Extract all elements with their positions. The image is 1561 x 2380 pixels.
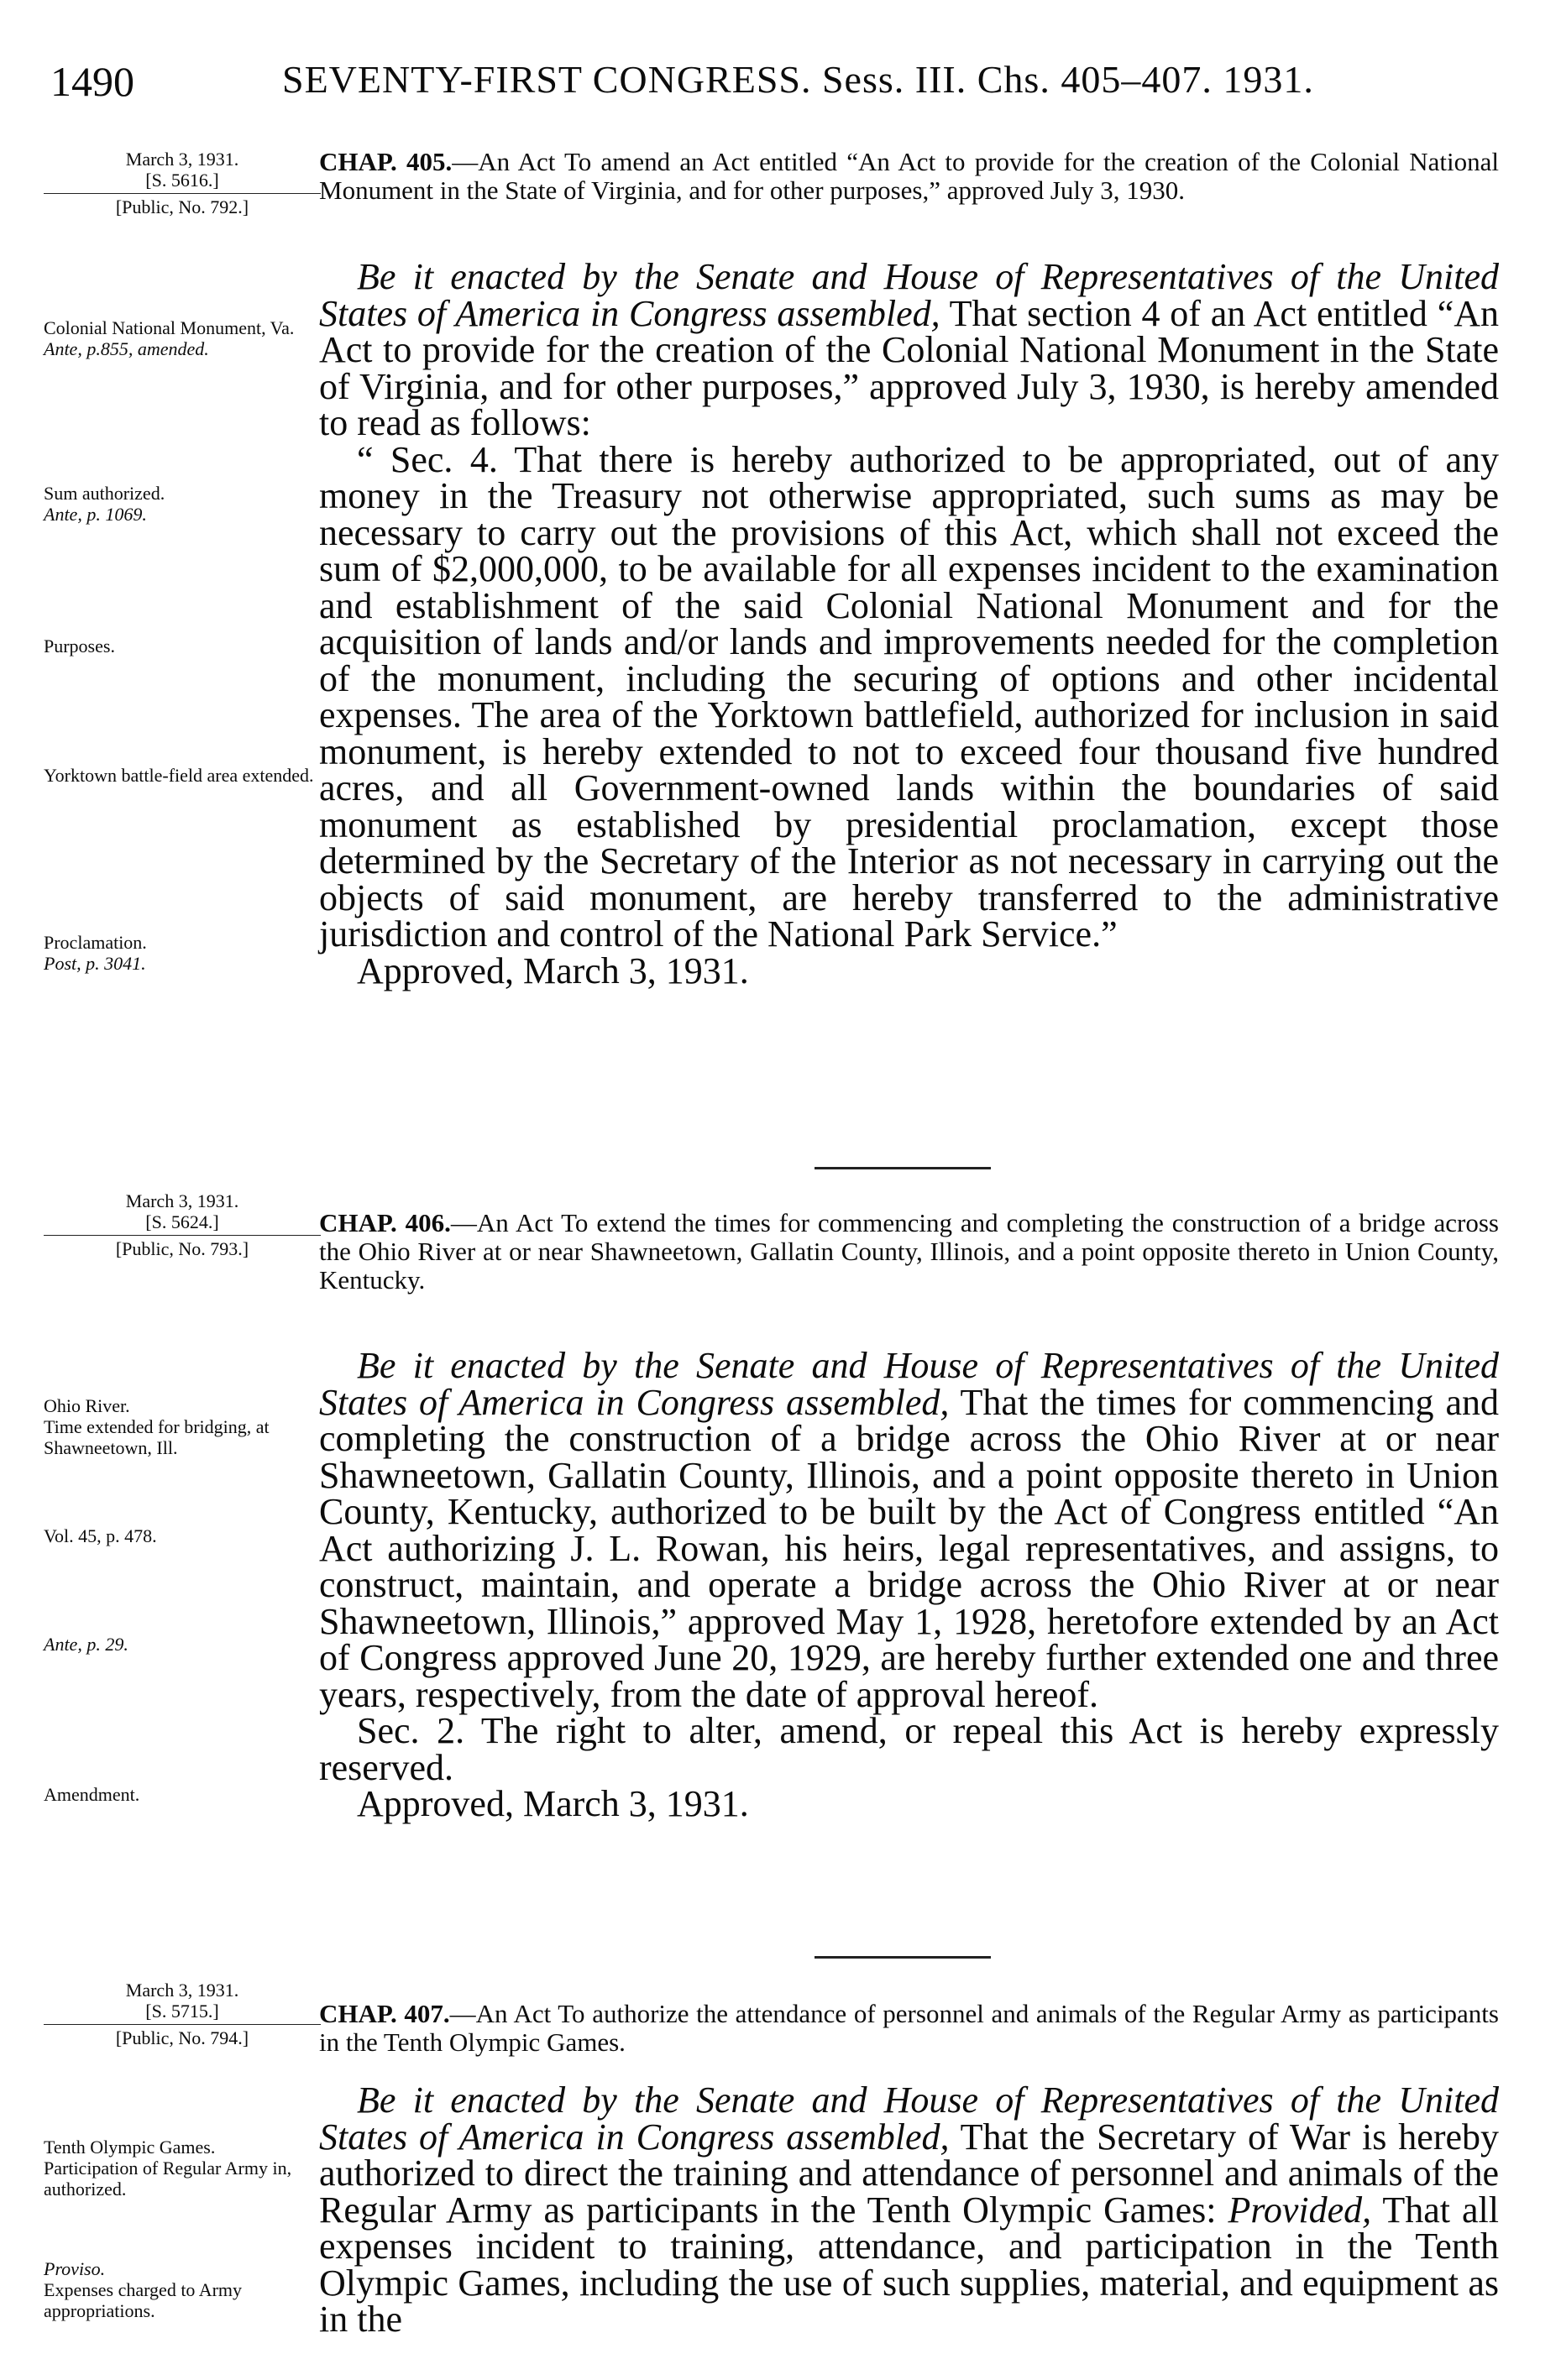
chapter-406-body xyxy=(319,1347,1499,1823)
section-2: Sec. 2. The right to alter, amend, or repeal this Act is hereby expressly reserved. xyxy=(319,1710,1499,1788)
margin-citation-405: March 3, 1931. [S. 5616.] [Public, No. 792.] xyxy=(44,149,321,217)
chapter-407-heading: CHAP. 407.—An Act To authorize the attendance of personnel and animals of the Regular Army as participants in the Tenth Olympic Games. xyxy=(319,1999,1499,2057)
chapter-separator xyxy=(815,1956,991,1959)
side-note: Amendment. xyxy=(44,1784,140,1805)
margin-citation-406: March 3, 1931. [S. 5624.] [Public, No. 793.] xyxy=(44,1190,321,1259)
side-note: Colonial National Monument, Va. Ante, p.855, amended. xyxy=(44,317,295,359)
side-note: Proclamation. Post, p. 3041. xyxy=(44,932,147,974)
side-note: Ante, p. 29. xyxy=(44,1634,128,1655)
running-title: SEVENTY-FIRST CONGRESS. Sess. III. Chs. 405–407. 1931. xyxy=(282,58,1314,101)
side-note: Proviso. Expenses charged to Army appropriations. xyxy=(44,2258,243,2321)
chapter-separator xyxy=(815,1167,991,1169)
approved-line: Approved, March 3, 1931. xyxy=(357,949,749,991)
margin-citation-407: March 3, 1931. [S. 5715.] [Public, No. 794.] xyxy=(44,1980,321,2048)
side-note: Vol. 45, p. 478. xyxy=(44,1525,157,1546)
side-note: Yorktown battle-field area extended. xyxy=(44,765,314,786)
enacting-clause: Be it enacted by the Senate and House of Representatives of the United States of America in Congress assembled, That the Secretary of War is hereby authorized to direct the training and attendance of personnel and animals of the Regular Army as participants in the Tenth Olympic Games: Provided, That all expenses incident to training, attendance, and participation in the Tenth Olympic Games, including the use of such supplies, material, and equipment as in the xyxy=(319,2079,1500,2340)
page-number: 1490 xyxy=(50,58,134,105)
approved-line: Approved, March 3, 1931. xyxy=(357,1783,749,1824)
chapter-407-body xyxy=(319,2079,1500,2340)
chapter-406-heading: CHAP. 406.—An Act To extend the times for commencing and completing the construction of a bridge across the Ohio River at or near Shawneetown, Gallatin County, Illinois, and a point opposite thereto in Union County, Kentucky. xyxy=(319,1208,1499,1295)
enacting-clause: Be it enacted by the Senate and House of Representatives of the United States of America in Congress assembled, That section 4 of an Act entitled “An Act to provide for the creation of the Colonial National Monument in the State of Virginia, and for other purposes,” approved July 3, 1930, is hereby amended to read as follows: xyxy=(319,256,1500,443)
enacting-clause: Be it enacted by the Senate and House of Representatives of the United States of America in Congress assembled, That the times for commencing and completing the construction of a bridge across the Ohio River at or near Shawneetown, Gallatin County, Illinois, and a point opposite thereto in Union County, Kentucky, authorized to be built by the Act of Congress entitled “An Act authorizing J. L. Rowan, his heirs, legal representatives, and assigns, to construct, maintain, and operate a bridge across the Ohio River at or near Shawneetown, Illinois,” approved May 1, 1928, heretofore extended by an Act of Congress approved June 20, 1929, are hereby further extended one and three years, respectively, from the date of approval hereof. xyxy=(319,1345,1500,1715)
section-4: “ Sec. 4. That there is hereby authorized to be appropriated, out of any money in the Treasury not otherwise appropriated, such sums as may be necessary to carry out the provisions of this Act, which shall not exceed the sum of $2,000,000, to be available for all expenses incident to the examination and establishment of the said Colonial National Monument and for the acquisition of lands and/or lands and improvements needed for the completion of the monument, including the securing of options and other incidental expenses. The area of the Yorktown battlefield, authorized for inclusion in said monument, is hereby extended to not to exceed four thousand five hundred acres, and all Government-owned lands within the boundaries of said monument as established by presidential proclamation, except those determined by the Secretary of the Interior as not necessary in carrying out the objects of said monument, are hereby transferred to the administrative jurisdiction and control of the National Park Service.” xyxy=(319,438,1499,955)
side-note: Ohio River. Time extended for bridging, at Shawneetown, Ill. xyxy=(44,1395,270,1458)
side-note: Purposes. xyxy=(44,636,115,656)
side-note: Sum authorized. Ante, p. 1069. xyxy=(44,483,165,525)
chapter-405-heading: CHAP. 405.—An Act To amend an Act entitled “An Act to provide for the creation of the Colonial National Monument in the State of Virginia, and for other purposes,” approved July 3, 1930. xyxy=(319,147,1499,205)
chapter-405-body xyxy=(319,256,1500,991)
running-head xyxy=(50,57,1507,107)
side-note: Tenth Olympic Games. Participation of Regular Army in, authorized. xyxy=(44,2137,292,2200)
